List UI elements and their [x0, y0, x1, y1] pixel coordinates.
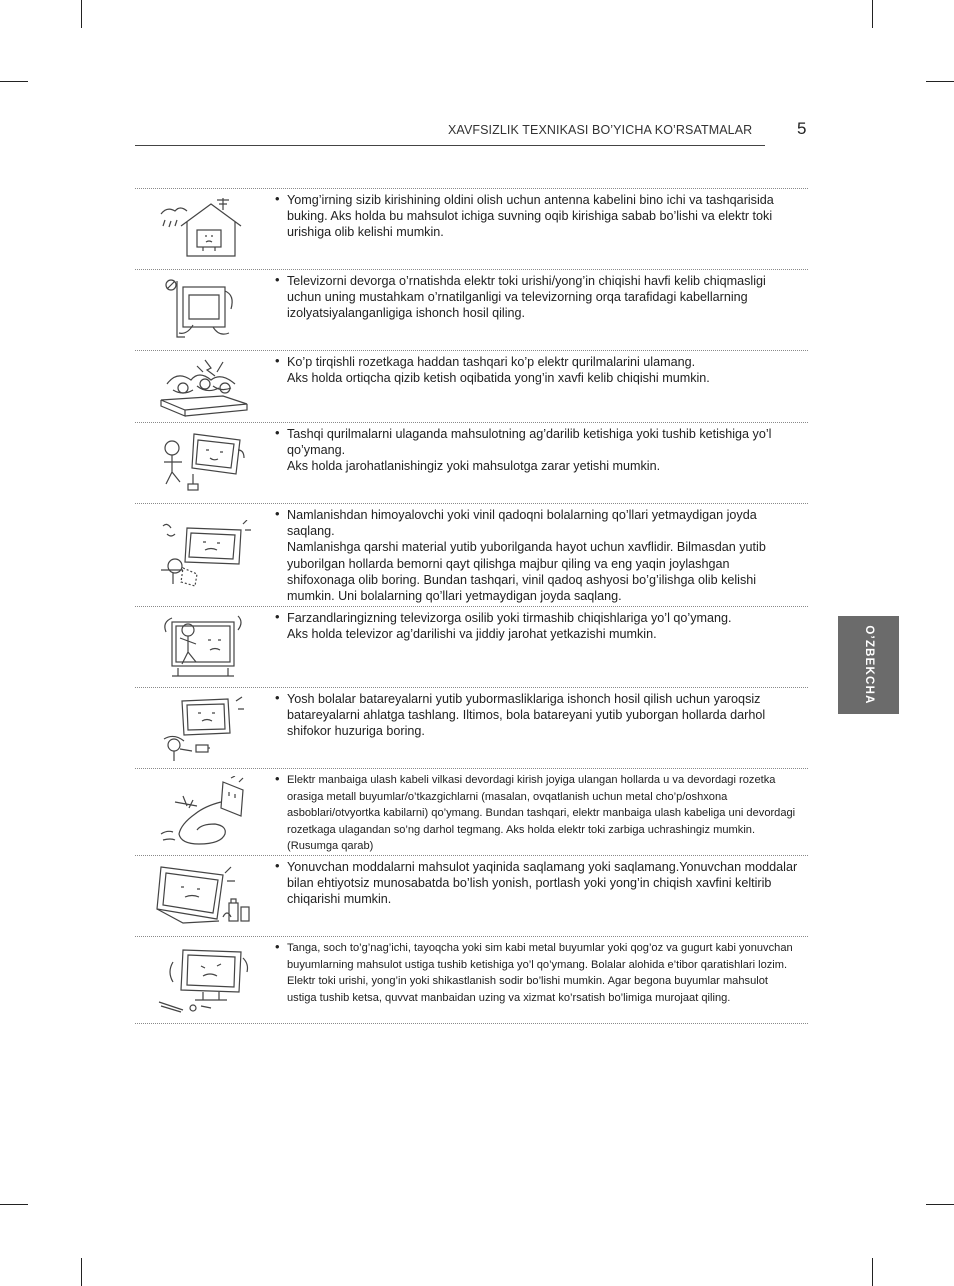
header-divider	[135, 145, 765, 146]
item-paragraph: • Farzandlaringizning televizorga osilib yoki tirmashib chiqishlariga yo’l qo’ymang.	[287, 611, 732, 625]
crop-mark	[872, 1258, 873, 1286]
item-text	[270, 351, 808, 422]
flammable-items-icon	[135, 856, 270, 936]
item-text	[270, 607, 808, 687]
item-paragraph: • Namlanishdan himoyalovchi yoki vinil qadoqni bolalarning qo’llari yetmaydigan joyda saqlang.	[287, 508, 757, 539]
item-paragraph: Aks holda televizor ag’darilishi va jiddiy jarohat yetkazishi mumkin.	[287, 627, 657, 642]
item-paragraph: Namlanishga qarshi material yutib yuborilganda hayot uchun xavflidir. Bilmasdan yutib yuborilgan hollarda bemorni qayt qilishga majbur qiling va eng yaqin joylashgan shifoxonaga olib boring. Bundan tashqari, vinil qadoq ashyosi bo’g’ilishga olib kelishi mumkin. Uni bolalarning qo’llari yetmaydigan joyda saqlang.	[287, 540, 766, 604]
item-paragraph: Aks holda ortiqcha qizib ketish oqibatida yong’in xavfi kelib chiqishi mumkin.	[287, 371, 710, 386]
item-text	[270, 504, 808, 606]
item-paragraph: Aks holda jarohatlanishingiz yoki mahsulotga zarar yetishi mumkin.	[287, 459, 661, 474]
language-tab-label: O’ZBEKCHA	[862, 625, 875, 705]
plastic-bag-child-icon	[135, 504, 270, 606]
list-item	[135, 423, 808, 504]
item-text	[270, 856, 808, 936]
list-item	[135, 351, 808, 423]
page-number: 5	[797, 119, 807, 138]
list-item	[135, 270, 808, 351]
crop-mark	[926, 81, 954, 82]
item-text	[270, 769, 808, 855]
list-item	[135, 937, 808, 1024]
crop-mark	[81, 1258, 82, 1286]
item-text	[270, 688, 808, 768]
list-item	[135, 769, 808, 856]
wall-mount-cables-icon	[135, 270, 270, 350]
house-antenna-tv-icon	[135, 189, 270, 269]
list-item	[135, 607, 808, 688]
item-paragraph: • Televizorni devorga o’rnatishda elektr toki urishi/yong’in chiqishi havfi kelib chiqmasligi uchun uning mustahkam o’rnatilganligi va televizorning orqa tarafidagi kabellarning izolyatsiyalanganligiga ishonch hosil qiling.	[287, 274, 766, 321]
list-item	[135, 504, 808, 607]
crop-mark	[0, 1204, 28, 1205]
section-title: XAVFSIZLIK TEXNIKASI BO’YICHA KO’RSATMALAR	[448, 123, 753, 137]
battery-child-icon	[135, 688, 270, 768]
item-paragraph: • Yomg’irning sizib kirishining oldini olish uchun antenna kabelini bino ichi va tashqarisida buking. Aks holda bu mahsulot ichiga suvning oqib kirishiga sabab bo’lishi va elektr toki urishiga olib kelishi mumkin.	[287, 193, 774, 240]
item-text	[270, 937, 808, 1023]
tv-falling-child-icon	[135, 423, 270, 503]
crop-mark	[872, 0, 873, 28]
safety-list	[135, 188, 808, 1024]
overloaded-power-strip-icon	[135, 351, 270, 422]
crop-mark	[0, 81, 28, 82]
crop-mark	[926, 1204, 954, 1205]
item-paragraph: • Elektr manbaiga ulash kabeli vilkasi devordagi kirish joyiga ulangan hollarda u va devordagi rozetka orasiga metall buyumlar/o’tkazgichlarni (masalan, ovqatlanish uchun metal cho’p/oshxona asboblari/otvyortka kabilarni) qo’ymang. Bundan tashqari, elektr manbaiga ulash kabeliga uni devordagi rozetkaga ulagandan so’ng darhol tegmang. Aks holda elektr toki zarbiga uchrashingiz mumkin. (Rusumga qarab)	[287, 774, 796, 853]
item-paragraph: • Tashqi qurilmalarni ulaganda mahsulotning ag’darilib ketishiga yoki tushib ketishiga yo’l qo’ymang.	[287, 427, 772, 458]
item-text	[270, 270, 808, 350]
crop-mark	[81, 0, 82, 28]
item-paragraph: • Ko’p tirqishli rozetkaga haddan tashqari ko’p elektr qurilmalarini ulamang.	[287, 355, 696, 369]
list-item	[135, 688, 808, 769]
item-text	[270, 189, 808, 269]
item-paragraph: • Yonuvchan moddalarni mahsulot yaqinida saqlamang yoki saqlamang.Yonuvchan moddalar bilan ehtiyotsiz munosabatda bo’lish yonish, portlash yoki yong’in chiqish xavfini keltirib chiqarishi mumkin.	[287, 860, 798, 907]
item-text	[270, 423, 808, 503]
language-tab	[838, 616, 899, 714]
power-cable-metal-icon	[135, 769, 270, 855]
item-paragraph: • Tanga, soch to’g’nag’ichi, tayoqcha yoki sim kabi metal buyumlar yoki qog’oz va gugurt kabi yonuvchan buyumlarning mahsulot ustiga tushib ketishiga yo’l qo’ymang. Bolalar alohida e’tibor qaratishlari lozim. Elektr toki urishi, yong’in yoki shikastlanish sodir bo’lishi mumkin. Agar begona buyumlar mahsulot ustiga tushib ketsa, quvvat manbaidan uzing va xizmat ko’rsatish bo’limiga murojaat qiling.	[287, 942, 793, 1004]
item-paragraph: • Yosh bolalar batareyalarni yutib yubormasliklariga ishonch hosil qilish uchun yaroqsiz batareyalarni ahlatga tashlang. Iltimos, bola batareyani yutib yuborgan hollarda darhol shifokor huzuriga boring.	[287, 692, 766, 739]
list-item	[135, 189, 808, 270]
metal-objects-icon	[135, 937, 270, 1023]
child-climbing-tv-icon	[135, 607, 270, 687]
list-item	[135, 856, 808, 937]
